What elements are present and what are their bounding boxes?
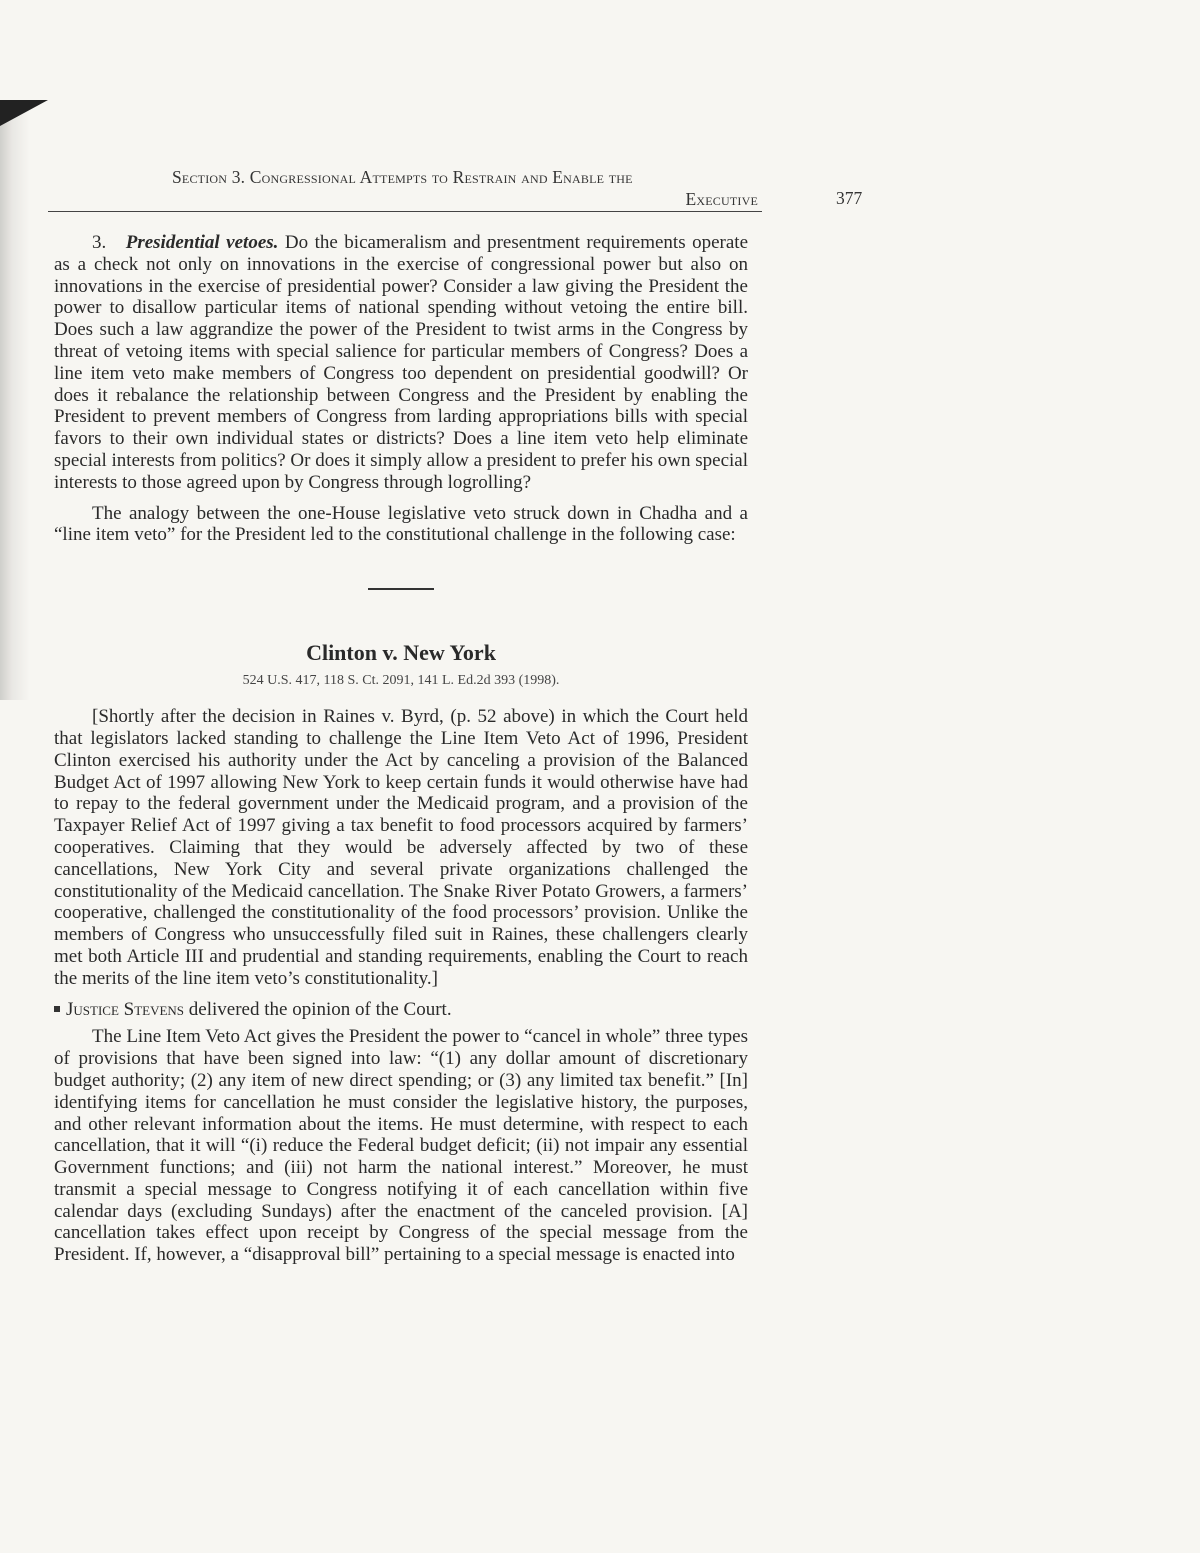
header-rule bbox=[48, 211, 762, 212]
case-summary: [Shortly after the decision in Raines v. Byrd, (p. 52 above) in which the Court held that legislators lacked standing to challenge the Line Item Veto Act of 1996, President Clinton exercised his authority under the Act by canceling a provision of the Balanced Budget Act of 1997 allowing New York to keep certain funds it would otherwise have had to repay to the federal government under the Medicaid program, and a provision of the Taxpayer Relief Act of 1997 giving a tax benefit to food processors acquired by farmers’ cooperatives. Claiming that they would be adversely affected by two of these cancellations, New York City and several private organizations challenged the constitutionality of the Medicaid cancellation. The Snake River Potato Growers, a farmers’ cooperative, challenged the constitutionality of the food processors’ provision. Unlike the members of Congress who unsuccessfully filed suit in Raines, these challengers clearly met both Article III and prudential and standing requirements, enabling the Court to reach the merits of the line item veto’s constitutionality.] bbox=[54, 706, 748, 989]
page-number: 377 bbox=[836, 188, 863, 208]
opinion-attribution bbox=[54, 999, 748, 1021]
running-head-line1: Section 3. Congressional Attempts to Restrain and Enable the bbox=[172, 167, 633, 187]
opinion-paragraph: The Line Item Veto Act gives the President the power to “cancel in whole” three types of provisions that have been signed into law: “(1) any dollar amount of discretionary budget authority; (2) any item of new direct spending; or (3) any limited tax benefit.” [In] identifying items for cancellation he must consider the legislative history, the purposes, and other relevant information about the items. He must determine, with respect to each cancellation, that it will “(i) reduce the Federal budget deficit; (ii) not impair any essential Government functions; and (iii) not harm the national interest.” Moreover, he must transmit a special message to Congress notifying it of each cancellation within five calendar days (excluding Sundays) after the enactment of the canceled provision. [A] cancellation takes effect upon receipt by Congress of the special message from the President. If, however, a “disapproval bill” pertaining to a special message is enacted into bbox=[54, 1026, 748, 1266]
case-citation: 524 U.S. 417, 118 S. Ct. 2091, 141 L. Ed.2d 393 (1998). bbox=[242, 673, 560, 689]
justice-name: Justice Stevens bbox=[66, 998, 185, 1020]
running-head bbox=[172, 166, 758, 210]
note-number: 3. bbox=[92, 232, 107, 253]
case-title: Clinton v. New York bbox=[306, 640, 496, 666]
scan-shadow bbox=[0, 100, 30, 700]
page-body bbox=[54, 232, 748, 1266]
section-divider bbox=[368, 588, 434, 590]
analogy-paragraph: The analogy between the one-House legislative veto struck down in Chadha and a “line item veto” for the President led to the constitutional challenge in the following case: bbox=[54, 502, 748, 546]
note-paragraph bbox=[54, 232, 748, 494]
opinion-attribution-text: delivered the opinion of the Court. bbox=[184, 998, 452, 1020]
running-head-line2: Executive bbox=[685, 189, 758, 209]
bullet-icon bbox=[54, 1006, 60, 1012]
scan-corner-mark bbox=[0, 100, 48, 126]
note-title: Presidential vetoes. bbox=[125, 232, 279, 253]
note-body: Do the bicameralism and presentment requirements operate as a check not only on innovations in the exercise of congressional power but also on innovations in the exercise of presidential power? Consider a law giving the President the power to disallow particular items of national spending without vetoing the entire bill. Does such a law aggrandize the power of the President to twist arms in the Congress by threat of vetoing items with special salience for particular members of Congress? Does a line item veto make members of Congress too dependent on presidential goodwill? Or does it rebalance the relationship between Congress and the President by enabling the President to prevent members of Congress from larding appropriations bills with special favors to their own individual states or districts? Does a line item veto help eliminate special interests from politics? Or does it simply allow a president to prefer his own special interests to those agreed upon by Congress through logrolling? bbox=[54, 232, 748, 493]
